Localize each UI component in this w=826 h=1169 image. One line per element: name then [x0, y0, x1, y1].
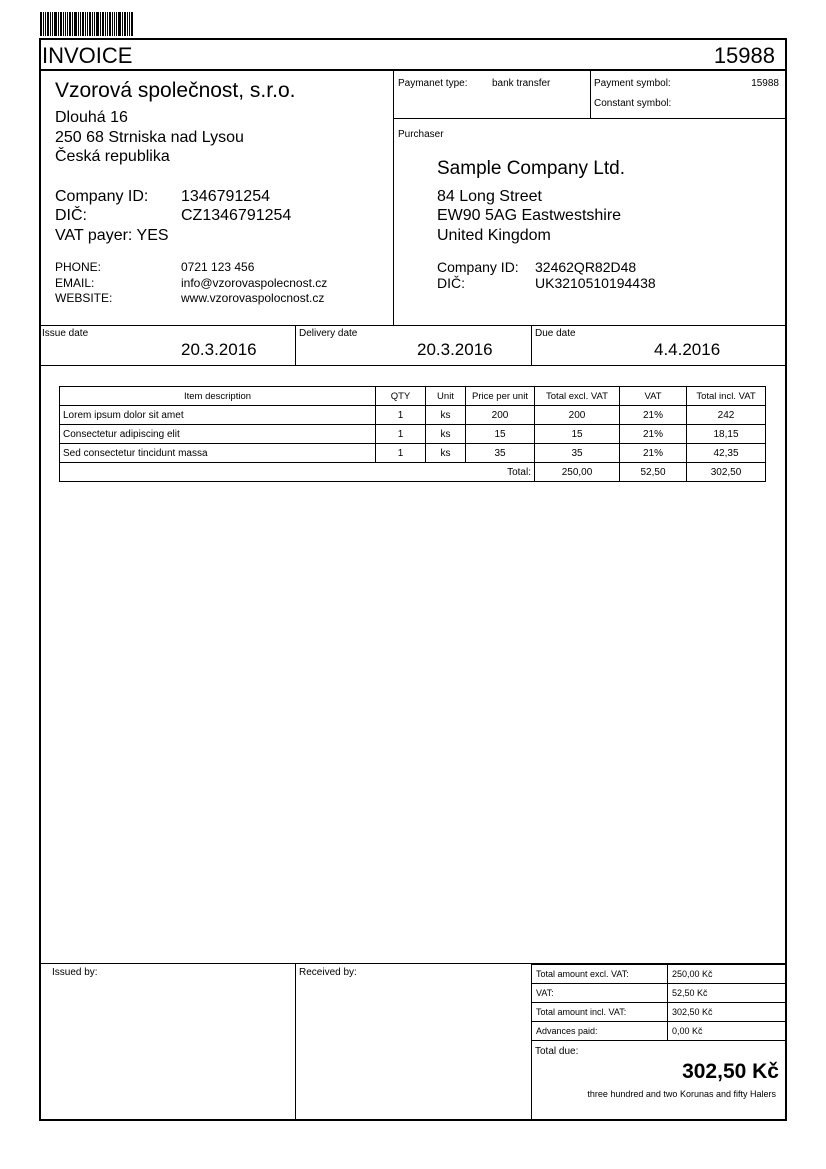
barcode-bar: [40, 12, 42, 36]
barcode-bar: [50, 12, 51, 36]
divider: [295, 325, 296, 365]
summary-label: Total amount excl. VAT:: [532, 965, 668, 984]
supplier-street: Dlouhá 16: [55, 109, 128, 126]
supplier-company-id-label: Company ID:: [55, 188, 149, 205]
item-description: Lorem ipsum dolor sit amet: [60, 406, 376, 425]
summary-value: 0,00 Kč: [668, 1022, 787, 1041]
barcode-bar: [96, 12, 99, 36]
supplier-dic-label: DIČ:: [55, 207, 87, 224]
item-total-incl: 42,35: [687, 444, 766, 463]
barcode-bar: [58, 12, 59, 36]
purchaser-city: EW90 5AG Eastwestshire: [437, 207, 622, 224]
item-description: Consectetur adipiscing elit: [60, 425, 376, 444]
barcode-bar: [116, 12, 117, 36]
summary-value: 302,50 Kč: [668, 1003, 787, 1022]
purchaser-dic-label: DIČ:: [437, 275, 465, 291]
payment-type: bank transfer: [492, 78, 551, 89]
barcode-bar: [82, 12, 84, 36]
item-price: 15: [466, 425, 535, 444]
barcode-bar: [94, 12, 95, 36]
barcode-bar: [45, 12, 46, 36]
item-vat: 21%: [620, 444, 687, 463]
supplier-country: Česká republika: [55, 148, 170, 165]
barcode-bar: [85, 12, 86, 36]
invoice-number: 15988: [713, 43, 775, 68]
column-header: Total incl. VAT: [687, 387, 766, 406]
item-vat: 21%: [620, 425, 687, 444]
item-total-excl: 200: [535, 406, 620, 425]
barcode-bar: [92, 12, 93, 36]
barcode-bar: [78, 12, 79, 36]
divider: [40, 325, 786, 326]
item-price: 35: [466, 444, 535, 463]
summary-value: 250,00 Kč: [668, 965, 787, 984]
item-unit: ks: [426, 406, 466, 425]
supplier-email: info@vzorovaspolecnost.cz: [181, 276, 328, 290]
supplier-website: www.vzorovaspolocnost.cz: [181, 291, 325, 305]
constant-symbol-label: Constant symbol:: [594, 98, 672, 109]
item-total-incl: 242: [687, 406, 766, 425]
purchaser-dic: UK3210510194438: [535, 275, 656, 291]
purchaser-company-id-label: Company ID:: [437, 259, 519, 275]
payment-type-label: Paymanet type:: [398, 78, 468, 89]
received-by-label: Received by:: [299, 967, 357, 978]
purchaser-label: Purchaser: [398, 129, 444, 140]
item-total-excl: 15: [535, 425, 620, 444]
supplier-phone: 0721 123 456: [181, 260, 255, 274]
barcode-bar: [74, 12, 77, 36]
payment-symbol: 15988: [751, 78, 779, 89]
issue-date-label: Issue date: [42, 328, 89, 339]
barcode-bar: [129, 12, 130, 36]
supplier-dic: CZ1346791254: [181, 207, 292, 224]
supplier-email-label: EMAIL:: [55, 276, 95, 290]
delivery-date-label: Delivery date: [299, 328, 358, 339]
item-qty: 1: [376, 444, 426, 463]
column-header: Total excl. VAT: [535, 387, 620, 406]
total-due-amount: 302,50 Kč: [682, 1060, 779, 1083]
item-vat: 21%: [620, 406, 687, 425]
table-row: [60, 406, 766, 425]
summary-value: 52,50 Kč: [668, 984, 787, 1003]
column-header: Price per unit: [466, 387, 535, 406]
item-total-excl: 35: [535, 444, 620, 463]
summary-row: [532, 1003, 787, 1022]
barcode-bar: [87, 12, 88, 36]
item-unit: ks: [426, 444, 466, 463]
column-header: QTY: [376, 387, 426, 406]
barcode-bar: [65, 12, 66, 36]
barcode-bar: [72, 12, 73, 36]
items-table: [59, 386, 766, 482]
summary-row: [532, 984, 787, 1003]
barcode-bar: [105, 12, 106, 36]
summary-row: [532, 965, 787, 984]
supplier-phone-label: PHONE:: [55, 260, 102, 274]
issued-by-label: Issued by:: [52, 967, 98, 978]
barcode-bar: [63, 12, 64, 36]
barcode-bar: [102, 12, 104, 36]
supplier-website-label: WEBSITE:: [55, 291, 113, 305]
barcode-bar: [124, 12, 126, 36]
divider: [393, 70, 394, 326]
total-excl: 250,00: [535, 463, 620, 482]
column-header: VAT: [620, 387, 687, 406]
purchaser-company-id: 32462QR82D48: [535, 259, 637, 275]
amount-in-words: three hundred and two Korunas and fifty Halers: [587, 1089, 776, 1099]
table-row: [60, 444, 766, 463]
payment-symbol-label: Payment symbol:: [594, 78, 671, 89]
table-row: [60, 425, 766, 444]
summary-label: Total amount incl. VAT:: [532, 1003, 668, 1022]
barcode-bar: [112, 12, 113, 36]
purchaser-name: Sample Company Ltd.: [437, 158, 625, 179]
barcode-bar: [89, 12, 91, 36]
due-date: 4.4.2016: [654, 340, 721, 359]
invoice-title: INVOICE: [42, 43, 133, 68]
table-header-row: [60, 387, 766, 406]
item-price: 200: [466, 406, 535, 425]
total-vat: 52,50: [620, 463, 687, 482]
summary-label: Advances paid:: [532, 1022, 668, 1041]
barcode-bar: [60, 12, 62, 36]
purchaser-street: 84 Long Street: [437, 188, 542, 205]
purchaser-country: United Kingdom: [437, 227, 551, 244]
supplier-vat-payer: VAT payer: YES: [55, 227, 169, 244]
due-date-label: Due date: [535, 328, 576, 339]
item-qty: 1: [376, 425, 426, 444]
item-total-incl: 18,15: [687, 425, 766, 444]
divider: [40, 69, 786, 71]
barcode-bar: [131, 12, 133, 36]
barcode-bar: [43, 12, 44, 36]
barcode-bar: [67, 12, 68, 36]
barcode-bar: [47, 12, 49, 36]
item-unit: ks: [426, 425, 466, 444]
barcode-bar: [100, 12, 101, 36]
divider: [531, 325, 532, 365]
supplier-city: 250 68 Strniska nad Lysou: [55, 129, 244, 146]
total-label: Total:: [60, 463, 535, 482]
barcode-bar: [122, 12, 123, 36]
barcode: [40, 12, 134, 36]
supplier-name: Vzorová společnost, s.r.o.: [55, 79, 296, 102]
barcode-bar: [118, 12, 121, 36]
barcode-bar: [109, 12, 111, 36]
issue-date: 20.3.2016: [181, 340, 257, 359]
supplier-company-id: 1346791254: [181, 188, 270, 205]
invoice-frame: [39, 38, 787, 1121]
item-qty: 1: [376, 406, 426, 425]
barcode-bar: [127, 12, 128, 36]
delivery-date: 20.3.2016: [417, 340, 493, 359]
column-header: Unit: [426, 387, 466, 406]
barcode-bar: [69, 12, 71, 36]
item-description: Sed consectetur tincidunt massa: [60, 444, 376, 463]
column-header: Item description: [60, 387, 376, 406]
barcode-bar: [52, 12, 53, 36]
total-due-label: Total due:: [535, 1046, 579, 1057]
divider: [295, 963, 296, 1120]
table-total-row: [60, 463, 766, 482]
divider: [40, 365, 786, 366]
barcode-bar: [107, 12, 108, 36]
barcode-bar: [80, 12, 81, 36]
summary-table: [531, 964, 787, 1041]
summary-row: [532, 1022, 787, 1041]
total-incl: 302,50: [687, 463, 766, 482]
divider: [393, 118, 786, 119]
summary-label: VAT:: [532, 984, 668, 1003]
divider: [590, 70, 591, 119]
barcode-bar: [114, 12, 115, 36]
barcode-bar: [54, 12, 57, 36]
